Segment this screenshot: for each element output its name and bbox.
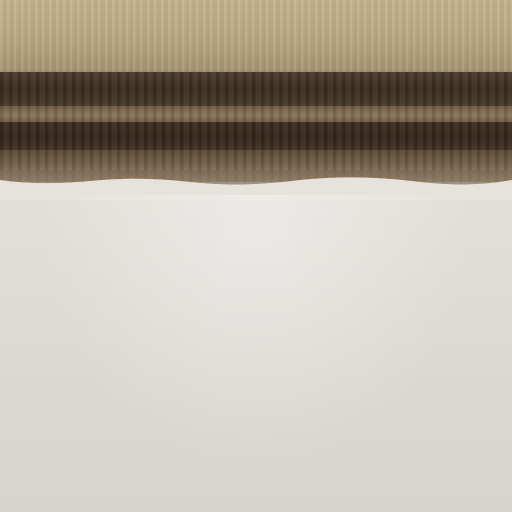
woven-texture xyxy=(0,72,512,182)
light-glow xyxy=(0,195,512,512)
